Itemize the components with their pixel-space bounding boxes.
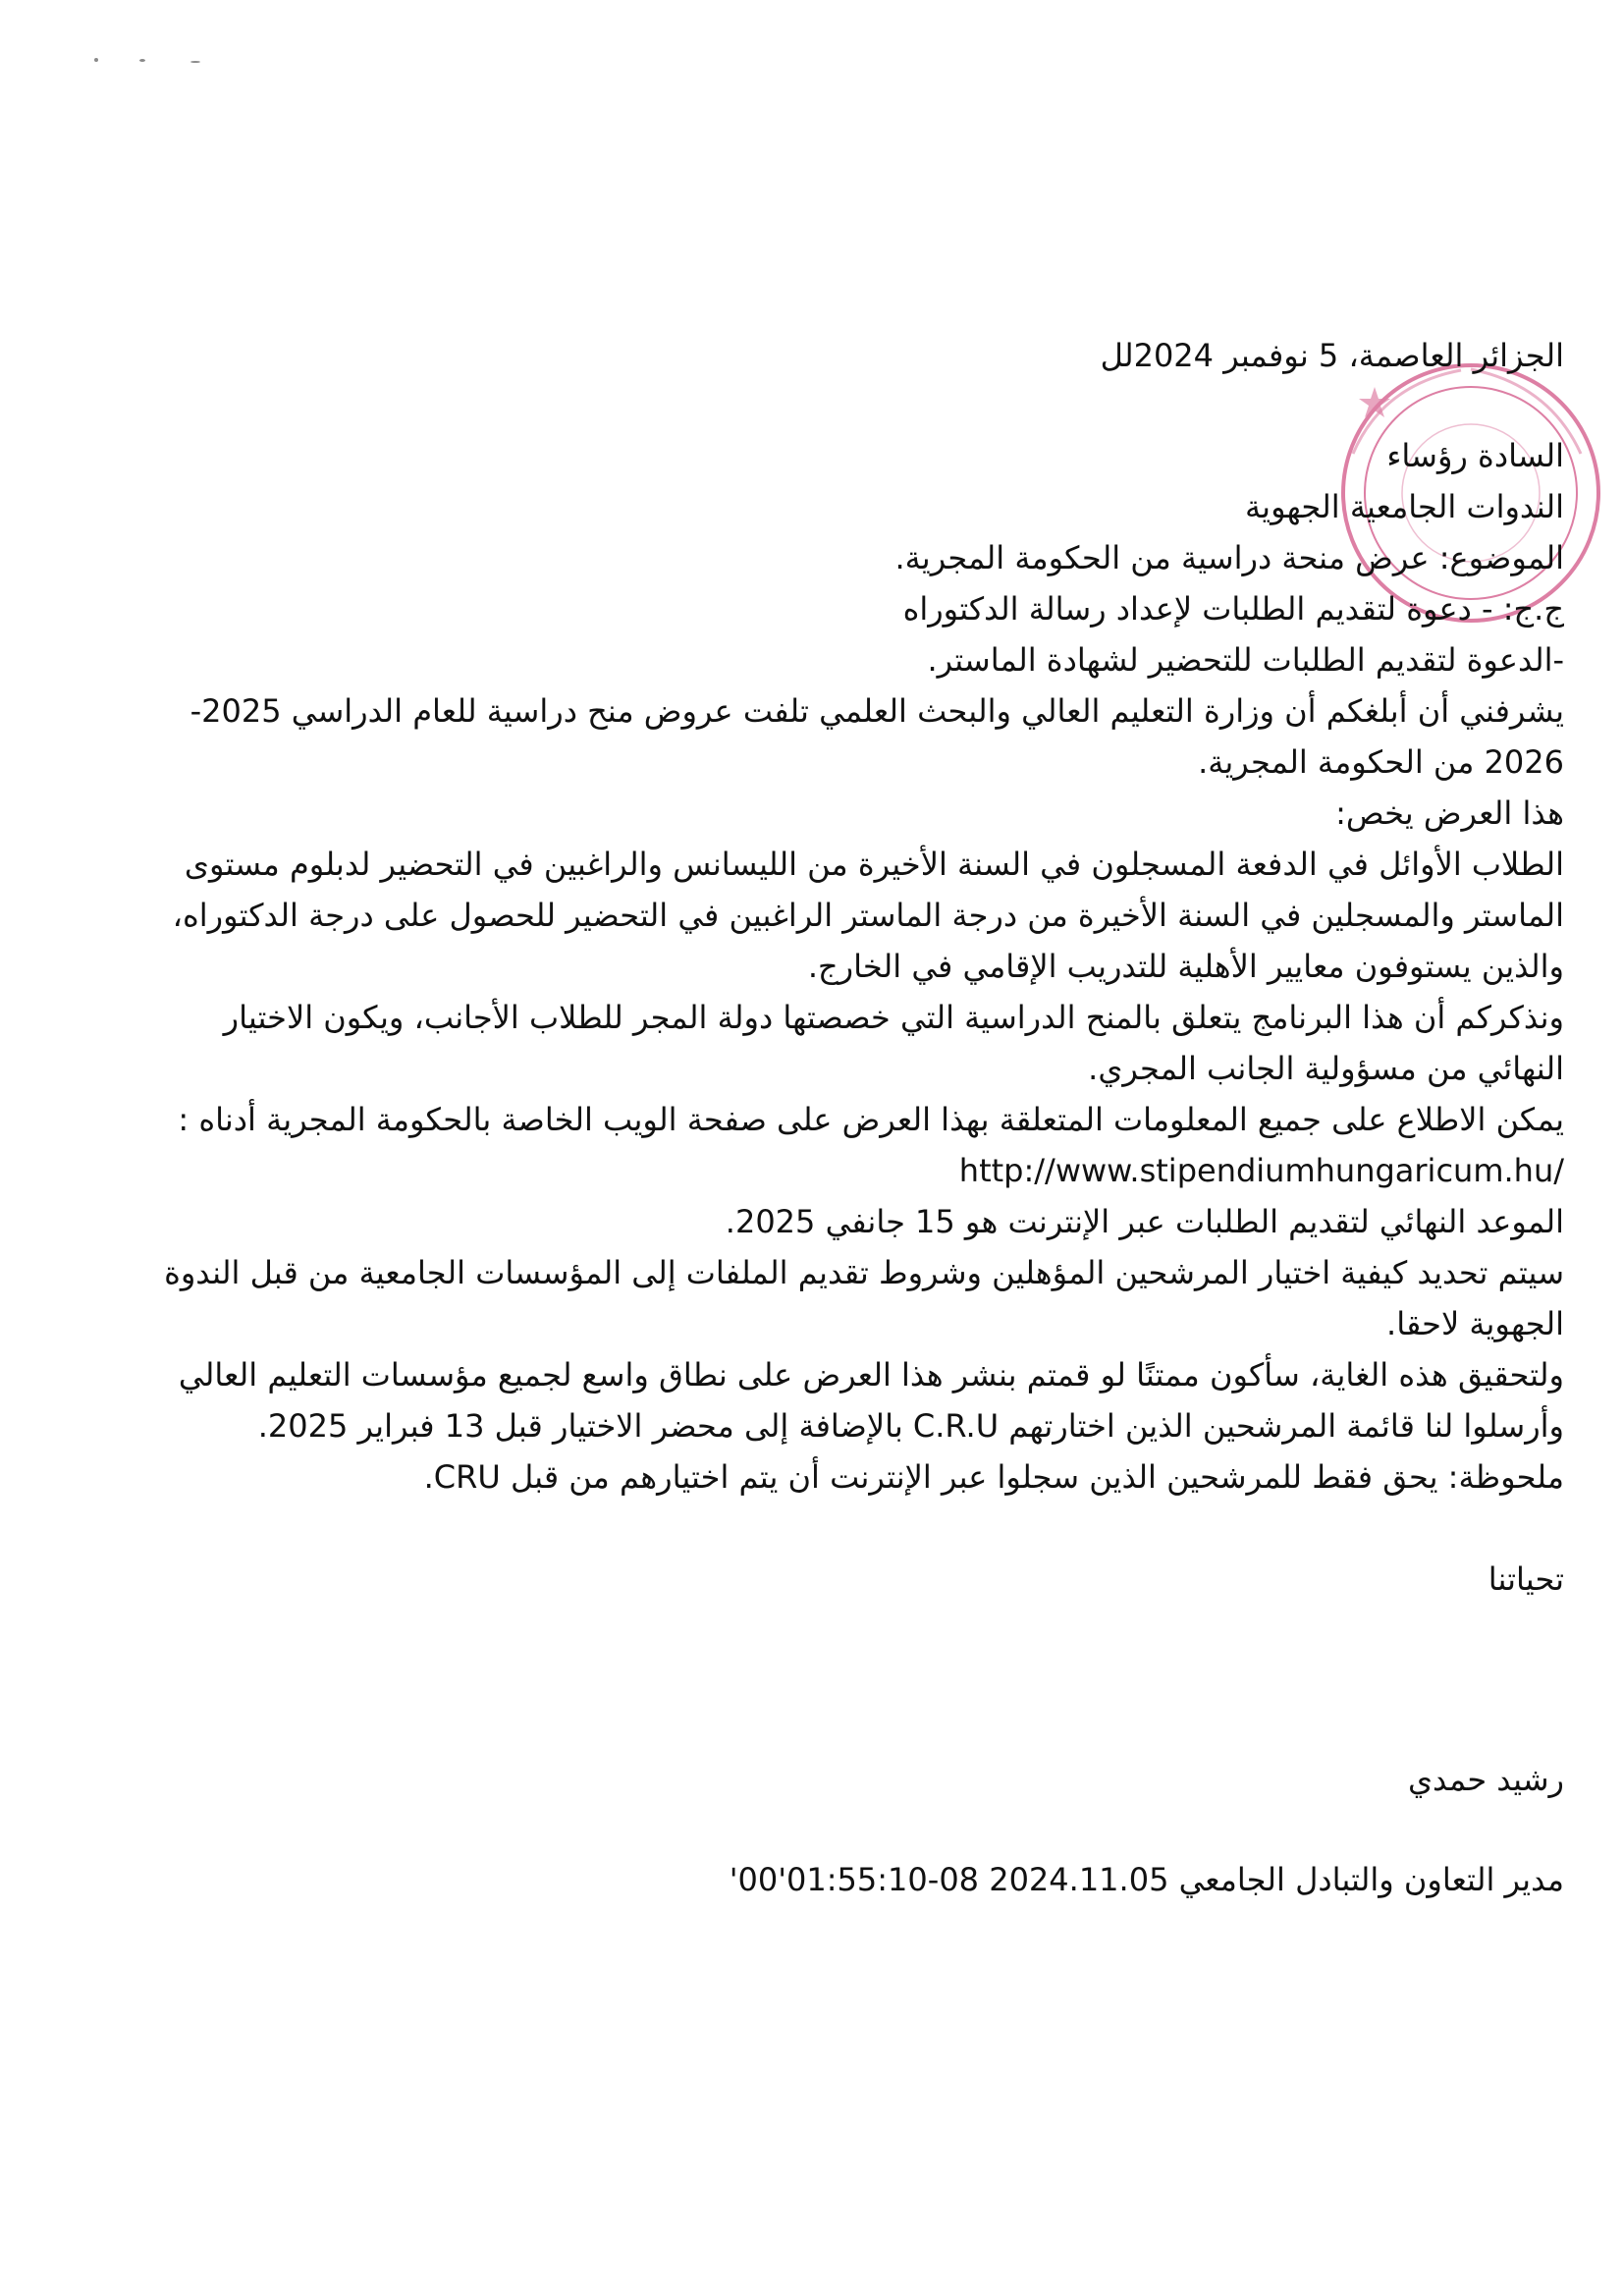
date-line: الجزائر العاصمة، 5 نوفمبر 2024لل <box>1100 337 1564 374</box>
body-line: وأرسلوا لنا قائمة المرشحين الذين اختارتهم C.R.U بالإضافة إلى محضر الاختيار قبل 13 فبراير 2025. <box>257 1407 1564 1445</box>
body-line: يمكن الاطلاع على جميع المعلومات المتعلقة بهذا العرض على صفحة الويب الخاصة بالحكومة المجرية أدناه : <box>178 1101 1564 1138</box>
body-line: الجهوية لاحقا. <box>1386 1305 1564 1342</box>
body-line: ولتحقيق هذه الغاية، سأكون ممتنًا لو قمتم بنشر هذا العرض على نطاق واسع لجميع مؤسسات التعليم العالي <box>178 1356 1564 1394</box>
subject-line: الموضوع: عرض منحة دراسية من الحكومة المجرية. <box>894 539 1564 576</box>
website-link <box>52 1147 1564 1194</box>
body-line: والذين يستوفون معايير الأهلية للتدريب الإقامي في الخارج. <box>807 948 1564 985</box>
body-line: ونذكركم أن هذا البرنامج يتعلق بالمنح الدراسية التي خصصتها دولة المجر للطلاب الأجانب، ويكون الاختيار <box>223 999 1564 1036</box>
recipient-line-1: السادة رؤساء <box>1386 437 1564 474</box>
website-url: http://www.stipendiumhungaricum.hu/ <box>958 1152 1564 1189</box>
body-line: الموعد النهائي لتقديم الطلبات عبر الإنترنت هو 15 جانفي 2025. <box>725 1203 1564 1240</box>
body-line: سيتم تحديد كيفية اختيار المرشحين المؤهلين وشروط تقديم الملفات إلى المؤسسات الجامعية من قبل الندوة <box>164 1254 1564 1291</box>
signatory-name: رشيد حمدي <box>1407 1761 1564 1798</box>
closing-line: تحياتنا <box>1488 1560 1564 1598</box>
scan-dots-icon <box>94 57 202 63</box>
body-line: الماستر والمسجلين في السنة الأخيرة من درجة الماستر الراغبين في التحضير للحصول على درجة الدكتوراه، <box>172 897 1564 934</box>
body-line: النهائي من مسؤولية الجانب المجري. <box>1088 1050 1564 1087</box>
body-line: 2026 من الحكومة المجرية. <box>1198 743 1564 781</box>
signatory-title: مدير التعاون والتبادل الجامعي 2024.11.05 08-01:55:10'00' <box>729 1861 1564 1898</box>
attachment-line-1: ج.ج: - دعوة لتقديم الطلبات لإعداد رسالة الدكتوراه <box>902 590 1564 628</box>
note-line: ملحوظة: يحق فقط للمرشحين الذين سجلوا عبر الإنترنت أن يتم اختيارهم من قبل CRU. <box>423 1458 1564 1496</box>
body-line: هذا العرض يخص: <box>1335 794 1564 832</box>
attachment-line-2: -الدعوة لتقديم الطلبات للتحضير لشهادة الماستر. <box>927 641 1564 679</box>
body-line: الطلاب الأوائل في الدفعة المسجلون في السنة الأخيرة من الليسانس والراغبين في التحضير لدبلوم مستوى <box>184 846 1564 883</box>
body-line: يشرفني أن أبلغكم أن وزارة التعليم العالي والبحث العلمي تلفت عروض منح دراسية للعام الدراسي 2025- <box>189 692 1564 730</box>
recipient-line-2: الندوات الجامعية الجهوية <box>1245 488 1564 525</box>
